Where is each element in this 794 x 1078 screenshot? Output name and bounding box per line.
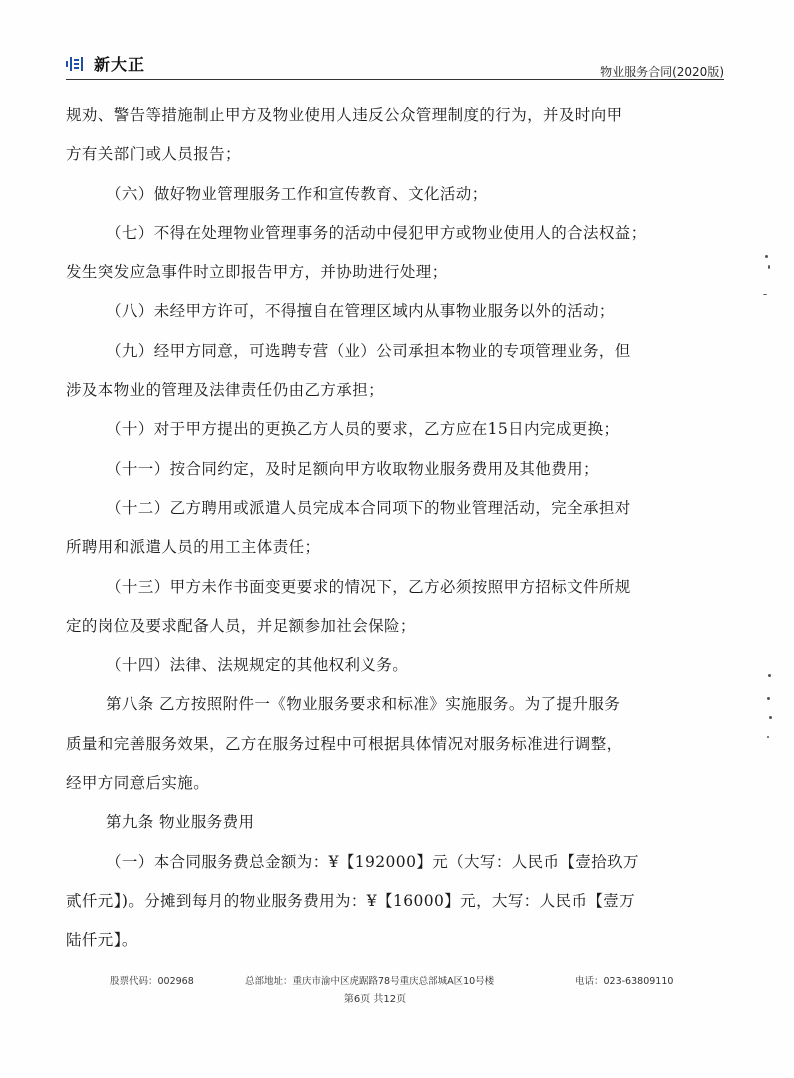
- body-line: （十一）按合同约定，及时足额向甲方收取物业服务费用及其他费用；: [106, 459, 599, 478]
- body-line: （九）经甲方同意，可选聘专营（业）公司承担本物业的专项管理业务，但: [106, 341, 631, 360]
- scan-speck: [767, 736, 769, 738]
- body-line: 贰仟元】)。分摊到每月的物业服务费用为：¥【16000】元，大写：人民币【壹万: [66, 891, 636, 910]
- document-title: 物业服务合同(2020版): [600, 65, 724, 79]
- body-line: 陆仟元】。: [66, 931, 138, 950]
- body-line: 所聘用和派遣人员的用工主体责任；: [66, 538, 321, 557]
- body-line: （十三）甲方未作书面变更要求的情况下，乙方必须按照甲方招标文件所规: [106, 577, 631, 596]
- scan-speck: [763, 294, 767, 295]
- scan-speck: [768, 265, 770, 269]
- logo-mark-icon: [66, 55, 88, 73]
- phone-number: 电话：023-63809110: [575, 976, 674, 987]
- body-line: 经甲方同意后实施。: [66, 774, 210, 793]
- scan-speck: [769, 716, 772, 719]
- page-header: [66, 46, 724, 82]
- body-line: （十四）法律、法规规定的其他权利义务。: [106, 656, 409, 675]
- page-number: 第6页 共12页: [343, 994, 407, 1005]
- body-line: 第八条 乙方按照附件一《物业服务要求和标准》实施服务。为了提升服务: [106, 695, 621, 714]
- scan-speck: [767, 697, 770, 700]
- stock-code: 股票代码：002968: [110, 976, 194, 987]
- body-line: 定的岗位及要求配备人员，并足额参加社会保险；: [66, 616, 416, 635]
- header-divider: [66, 79, 724, 80]
- body-line: 发生突发应急事件时立即报告甲方，并协助进行处理；: [66, 263, 448, 282]
- body-line: （七）不得在处理物业管理事务的活动中侵犯甲方或物业使用人的合法权益；: [106, 223, 647, 242]
- contract-body: [66, 102, 726, 967]
- body-line: （十二）乙方聘用或派遣人员完成本合同项下的物业管理活动，完全承担对: [106, 498, 631, 517]
- body-line: （一）本合同服务费总金额为：¥【192000】元（大写：人民币【壹拾玖万: [106, 852, 639, 871]
- body-line: （八）未经甲方许可，不得擅自在管理区域内从事物业服务以外的活动；: [106, 302, 615, 321]
- logo-text: 新大正: [94, 55, 146, 74]
- company-logo: [66, 52, 145, 75]
- headquarters-address: 总部地址：重庆市渝中区虎踞路78号重庆总部城A区10号楼: [245, 976, 495, 987]
- scan-speck: [768, 674, 771, 677]
- page-footer: [110, 973, 700, 1005]
- body-line: （六）做好物业管理服务工作和宣传教育、文化活动；: [106, 184, 488, 203]
- body-line: （十）对于甲方提出的更换乙方人员的要求，乙方应在15日内完成更换；: [106, 420, 620, 439]
- body-line: 第九条 物业服务费用: [106, 813, 255, 832]
- body-line: 涉及本物业的管理及法律责任仍由乙方承担；: [66, 381, 385, 400]
- body-line: 方有关部门或人员报告；: [66, 145, 241, 164]
- body-line: 规劝、警告等措施制止甲方及物业使用人违反公众管理制度的行为，并及时向甲: [66, 106, 623, 124]
- body-line: 质量和完善服务效果，乙方在服务过程中可根据具体情况对服务标准进行调整，: [66, 734, 623, 753]
- scan-speck: [765, 255, 768, 258]
